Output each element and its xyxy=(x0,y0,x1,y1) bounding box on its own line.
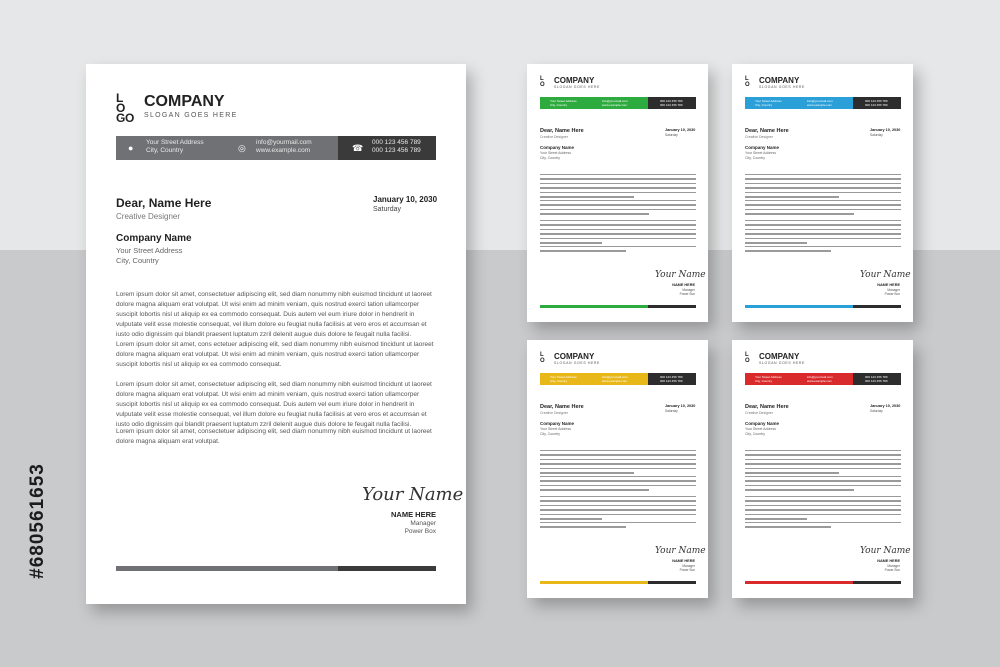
address-line: Your Street Address xyxy=(755,99,782,103)
signer-title: Manager xyxy=(410,520,436,527)
letter-day: Saturday xyxy=(870,409,883,413)
signer-title: Manager xyxy=(682,564,695,568)
greeting-role: Creative Designer xyxy=(745,411,774,415)
logo-mark xyxy=(745,76,750,88)
logo-mark xyxy=(540,76,545,88)
phone-number: 000 123 456 789 xyxy=(660,379,683,383)
recipient-address-line: Your Street Address xyxy=(745,427,777,431)
letter-date: January 10, 2030 xyxy=(665,128,696,132)
letter-day: Saturday xyxy=(870,133,883,137)
greeting: Dear, Name Here xyxy=(540,404,584,410)
address-line: City, Country xyxy=(755,103,773,107)
email-text: info@yourmail.com xyxy=(807,375,833,379)
greeting: Dear, Name Here xyxy=(745,404,789,410)
address-line: Your Street Address xyxy=(755,375,782,379)
greeting-role: Creative Designer xyxy=(745,135,774,139)
signer-company: Power Box xyxy=(884,568,900,572)
stock-id-label: #680561653 xyxy=(26,463,48,579)
letter-day: Saturday xyxy=(665,409,678,413)
footer-accent xyxy=(745,581,853,584)
letterhead-variant xyxy=(527,340,708,598)
recipient-address-line: City, Country xyxy=(745,155,765,160)
signer-company: Power Box xyxy=(679,292,695,296)
letterhead-variant xyxy=(732,64,913,322)
logo-mark xyxy=(745,352,750,364)
email-text: info@yourmail.com xyxy=(256,139,312,146)
body-text-lines xyxy=(540,496,696,523)
body-text-lines xyxy=(745,522,901,531)
contact-web xyxy=(807,99,833,107)
recipient-company: Company Name xyxy=(745,145,780,150)
contact-web xyxy=(602,375,628,383)
body-text-lines xyxy=(745,450,901,477)
recipient-address xyxy=(540,151,571,160)
letter-date: January 10, 2030 xyxy=(870,404,901,408)
phone-number: 000 123 456 789 xyxy=(865,99,888,103)
company-name: COMPANY xyxy=(554,352,595,361)
signer-company: Power Box xyxy=(884,292,900,296)
body-text-lines xyxy=(540,220,696,247)
phone-number: 000 123 456 789 xyxy=(660,103,683,107)
body-paragraph: Lorem ipsum dolor sit amet, consectetuer adipiscing elit, sed diam nonummy nibh euismod tincidunt ut laoreet dolore magna aliquam erat volutpat. xyxy=(116,428,432,445)
contact-band xyxy=(540,97,696,109)
body-text-lines xyxy=(540,200,696,218)
address-line: City, Country xyxy=(550,103,568,107)
phone-number: 000 123 456 789 xyxy=(865,379,888,383)
company-slogan: SLOGAN GOES HERE xyxy=(144,112,238,119)
recipient-address-line: City, Country xyxy=(745,431,765,436)
logo-letter: O xyxy=(125,111,135,125)
company-name: COMPANY xyxy=(759,352,800,361)
website-text: www.example.com xyxy=(807,379,833,383)
footer-bar xyxy=(116,566,436,571)
signer-name: NAME HERE xyxy=(672,283,695,287)
recipient-address-line: Your Street Address xyxy=(116,246,183,255)
phone-number: 000 123 456 789 xyxy=(660,99,683,103)
letter-date: January 10, 2030 xyxy=(373,195,438,204)
globe-icon: ◎ xyxy=(238,143,246,153)
contact-web xyxy=(807,375,833,383)
recipient-company: Company Name xyxy=(116,233,192,244)
greeting: Dear, Name Here xyxy=(745,128,789,134)
address-line: Your Street Address xyxy=(550,375,577,379)
contact-phone xyxy=(372,139,421,155)
body-text-lines xyxy=(745,246,901,255)
signer-title: Manager xyxy=(887,288,900,292)
company-name: COMPANY xyxy=(759,76,800,85)
contact-band xyxy=(745,373,901,385)
company-slogan: SLOGAN GOES HERE xyxy=(554,361,600,365)
greeting-role: Creative Designer xyxy=(116,212,181,221)
address-line: City, Country xyxy=(755,379,773,383)
address-line: Your Street Address xyxy=(146,139,204,146)
contact-address xyxy=(550,375,577,383)
footer-bar xyxy=(540,305,696,308)
letter-date: January 10, 2030 xyxy=(665,404,696,408)
body-paragraph: Lorem ipsum dolor sit amet, consectetuer adipiscing elit, sed diam nonummy nibh euismod tincidunt ut laoreet dolore magna aliquam erat volutpat. Ut wisi enim ad minim veniam, quis nostrud exerci tation ullamcorper suscipit lobortis nisl ut aliquip ex ea commodo consequat. Duis autem vel eum iriure dolor in hendrerit in vulputate velit esse molestie consequat, vel illum dolore eu feugiat nulla facilisis at vero eros et accumsan et iusto odio dignissim qui blandit praesent luptatum zzril delenit augue duis dolore te feugait nulla facilisi. xyxy=(116,291,432,338)
phone-number: 000 123 456 789 xyxy=(372,147,421,154)
footer-bar xyxy=(540,581,696,584)
contact-band xyxy=(745,97,901,109)
logo-mark xyxy=(116,91,136,125)
contact-address xyxy=(550,99,577,107)
contact-band xyxy=(540,373,696,385)
signer-company: Power Box xyxy=(679,568,695,572)
company-name: COMPANY xyxy=(144,93,225,110)
email-text: info@yourmail.com xyxy=(602,375,628,379)
company-slogan: SLOGAN GOES HERE xyxy=(759,85,805,89)
address-line: Your Street Address xyxy=(550,99,577,103)
body-text-lines xyxy=(540,246,696,255)
contact-phone xyxy=(865,99,888,107)
body-text-lines xyxy=(540,174,696,201)
body-text-lines xyxy=(745,496,901,523)
recipient-address xyxy=(745,427,776,436)
letterhead-variant xyxy=(527,64,708,322)
signer-company: Power Box xyxy=(404,528,436,535)
letterhead-variant xyxy=(732,340,913,598)
signer-title: Manager xyxy=(887,564,900,568)
recipient-address xyxy=(745,151,776,160)
logo-letter: L xyxy=(116,91,124,105)
contact-web xyxy=(602,99,628,107)
logo-letter: O xyxy=(540,358,545,364)
greeting-role: Creative Designer xyxy=(540,135,569,139)
signer-title: Manager xyxy=(682,288,695,292)
recipient-company: Company Name xyxy=(540,421,575,426)
greeting: Dear, Name Here xyxy=(116,196,212,210)
contact-band xyxy=(116,136,436,160)
contact-web xyxy=(256,139,312,155)
recipient-address xyxy=(540,427,571,436)
greeting: Dear, Name Here xyxy=(540,128,584,134)
logo-letter: L xyxy=(745,352,749,358)
body-text-lines xyxy=(540,450,696,477)
email-text: info@yourmail.com xyxy=(602,99,628,103)
company-name: COMPANY xyxy=(554,76,595,85)
phone-icon: ☎ xyxy=(352,143,364,153)
contact-address xyxy=(146,139,204,155)
logo-letter: L xyxy=(540,76,544,82)
phone-number: 000 123 456 789 xyxy=(865,375,888,379)
letterhead-main xyxy=(86,64,466,604)
logo-letter: L xyxy=(745,76,749,82)
body-text-lines xyxy=(745,174,901,201)
letter-date: January 10, 2030 xyxy=(870,128,901,132)
signer-name: NAME HERE xyxy=(390,510,436,519)
footer-bar xyxy=(745,581,901,584)
letter-day: Saturday xyxy=(665,133,678,137)
location-pin-icon: ● xyxy=(128,143,134,153)
company-slogan: SLOGAN GOES HERE xyxy=(759,361,805,365)
body-text-lines xyxy=(540,476,696,494)
signature: Your Name xyxy=(860,546,911,556)
signature: Your Name xyxy=(655,270,706,280)
recipient-company: Company Name xyxy=(745,421,780,426)
contact-phone xyxy=(865,375,888,383)
logo-letter: O xyxy=(540,82,545,88)
body-text-lines xyxy=(745,220,901,247)
signature: Your Name xyxy=(362,484,464,505)
recipient-address-line: City, Country xyxy=(540,155,560,160)
address-line: City, Country xyxy=(550,379,568,383)
website-text: www.example.com xyxy=(807,103,833,107)
body-text-lines xyxy=(745,476,901,494)
logo-letter: O xyxy=(745,358,750,364)
contact-phone xyxy=(660,99,683,107)
signature: Your Name xyxy=(655,546,706,556)
recipient-address-line: City, Country xyxy=(116,256,159,265)
recipient-address-line: Your Street Address xyxy=(745,151,777,155)
recipient-address-line: City, Country xyxy=(540,431,560,436)
recipient-company: Company Name xyxy=(540,145,575,150)
greeting-role: Creative Designer xyxy=(540,411,569,415)
contact-address xyxy=(755,375,782,383)
logo-letter: O xyxy=(116,101,126,115)
company-slogan: SLOGAN GOES HERE xyxy=(554,85,600,89)
address-line: City, Country xyxy=(146,147,184,154)
phone-number: 000 123 456 789 xyxy=(865,103,888,107)
website-text: www.example.com xyxy=(602,103,628,107)
recipient-address xyxy=(116,246,182,266)
phone-number: 000 123 456 789 xyxy=(660,375,683,379)
body-paragraph: Lorem ipsum dolor sit amet, consectetuer adipiscing elit, sed diam nonummy nibh euismod tincidunt ut laoreet dolore magna aliquam erat volutpat. Ut wisi enim ad minim veniam, quis nostrud exerci tation ullamcorper suscipit lobortis nisl ut aliquip ex ea commodo consequat. Duis autem vel eum iriure dolor in hendrerit in vulputate velit esse molestie consequat, vel illum dolore eu feugiat nulla facilisis at vero eros et accumsan et iusto odio dignissim qui blandit praesent luptatum zzril delenit augue duis dolore te feugait nulla facilisi. xyxy=(116,381,432,428)
recipient-address-line: Your Street Address xyxy=(540,151,572,155)
recipient-address-line: Your Street Address xyxy=(540,427,572,431)
logo-letter: G xyxy=(116,111,126,125)
footer-bar xyxy=(745,305,901,308)
body-paragraph: Lorem ipsum dolor sit amet, cons ectetuer adipiscing elit, sed diam nonummy nibh euismod tincidunt ut laoreet dolore magna aliquam erat volutpat. Ut wisi enim ad minim veniam, quis nostrud exerci tation ullamcorper suscipit lobortis nisl ut aliquip ex ea commodo consequat. xyxy=(116,341,434,368)
contact-phone xyxy=(660,375,683,383)
footer-accent xyxy=(745,305,853,308)
signer-name: NAME HERE xyxy=(877,559,900,563)
body-text-lines xyxy=(540,522,696,531)
letter-day: Saturday xyxy=(373,206,402,213)
signer-name: NAME HERE xyxy=(877,283,900,287)
footer-accent xyxy=(540,305,648,308)
body-text-lines xyxy=(745,200,901,218)
contact-address xyxy=(755,99,782,107)
website-text: www.example.com xyxy=(602,379,628,383)
footer-accent xyxy=(540,581,648,584)
phone-number: 000 123 456 789 xyxy=(372,139,421,146)
signer-name: NAME HERE xyxy=(672,559,695,563)
footer-bar-light xyxy=(116,566,338,571)
logo-letter: O xyxy=(745,82,750,88)
logo-mark xyxy=(540,352,545,364)
signature: Your Name xyxy=(860,270,911,280)
email-text: info@yourmail.com xyxy=(807,99,833,103)
logo-letter: L xyxy=(540,352,544,358)
website-text: www.example.com xyxy=(256,147,311,154)
